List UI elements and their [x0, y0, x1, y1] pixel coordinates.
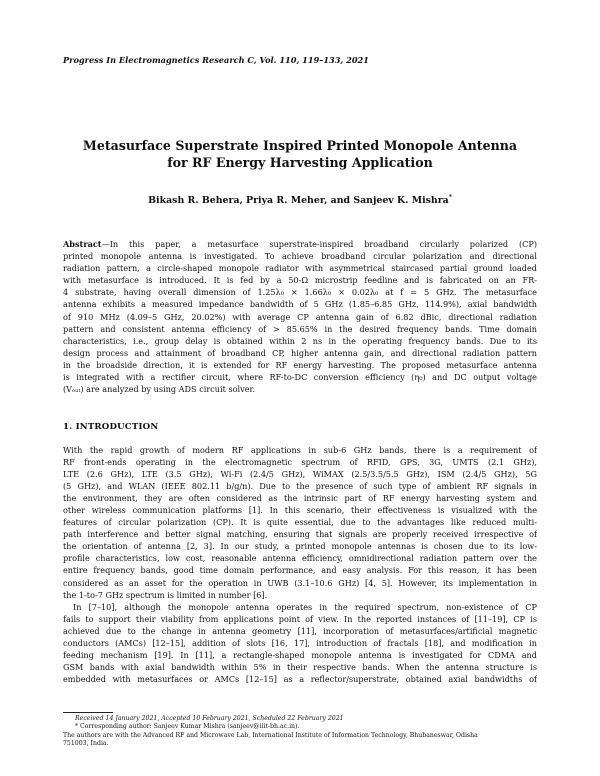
- footnote-affiliation-cont: 751003, India.: [63, 739, 109, 747]
- paper-title: [63, 137, 537, 171]
- abstract-line: characteristics, i.e., group delay is obtained within 2 ns in the operating frequency bands. Due to its: [63, 335, 537, 346]
- abstract-line: (Vₒᵤₜ) are analyzed by using ADS circuit solver.: [63, 384, 256, 395]
- author-list: [63, 195, 537, 206]
- abstract-line: 4 substrate, having overall dimension of 1.25λ₀ × 1.66λ₀ × 0.02λ₀ at f = 5 GHz. The metasurface: [63, 287, 537, 298]
- abstract-line: printed monopole antenna is investigated. To achieve broadband circular polarization and directional: [63, 251, 537, 262]
- body-line: GSM bands with axial bandwidth within 5% in their respective bands. When the antenna structure is: [63, 661, 537, 672]
- footnote-divider: [63, 712, 113, 713]
- abstract-line: pattern and consistent antenna efficiency of > 85.65% in the desired frequency bands. Time domain: [63, 323, 537, 334]
- body-line: fails to support their viability from applications point of view. In the reported instances of [11–19], CP is: [63, 613, 537, 624]
- body-line: the orientation of antenna [2, 3]. In our study, a printed monopole antennas is chosen due to its low-: [63, 541, 537, 552]
- section-heading: 1. INTRODUCTION: [63, 422, 159, 432]
- journal-header: Progress In Electromagnetics Research C, Vol. 110, 119–133, 2021: [63, 55, 369, 65]
- title-line-2: for RF Energy Harvesting Application: [167, 155, 433, 170]
- body-line: considered as an asset for the operation in UWB (3.1–10.6 GHz) [4, 5]. However, its implementation in: [63, 577, 537, 588]
- body-line: the 1-to-7 GHz spectrum is limited in number [6].: [63, 589, 268, 600]
- body-line: feeding mechanism [19]. In [11], a rectangle-shaped monopole antenna is investigated for CDMA and: [63, 649, 537, 660]
- abstract-label: Abstract: [63, 239, 102, 249]
- body-line: In [7–10], although the monopole antenna operates in the required spectrum, non-existence of CP: [73, 601, 537, 612]
- author-names: Bikash R. Behera, Priya R. Meher, and Sanjeev K. Mishra: [148, 195, 449, 206]
- body-line: the environment, they are often considered as the intrinsic part of RF energy harvesting system and: [63, 493, 537, 504]
- abstract-line: is integrated with a rectifier circuit, where RF-to-DC conversion efficiency (η₀) and DC output voltage: [63, 372, 537, 383]
- body-line: (5 GHz), and WLAN (IEEE 802.11 b/g/n). Due to the presence of such type of ambient RF signals in: [63, 481, 537, 492]
- body-line: LTE (2.6 GHz), LTE (3.5 GHz), Wi-Fi (2.4/5 GHz), WiMAX (2.5/3.5/5.5 GHz), ISM (2.4/5 GHz), 5G: [63, 469, 537, 480]
- body-line: features of circular polarization (CP). It is quite essential, due to the advantages like reduced multi-: [63, 517, 537, 528]
- abstract-line: antenna exhibits a measured impedance bandwidth of 5 GHz (1.85–6.85 GHz, 114.9%), axial bandwidth: [63, 299, 537, 310]
- title-line-1: Metasurface Superstrate Inspired Printed Monopole Antenna: [82, 138, 518, 153]
- abstract-line: design process and attainment of broadband CP, higher antenna gain, and directional radiation pattern: [63, 347, 537, 358]
- body-line: other wireless communication platforms [1]. In this scenario, their effectiveness is visualized with the: [63, 505, 537, 516]
- introduction-body: [63, 444, 537, 685]
- footnote-affiliation: The authors are with the Advanced RF and Microwave Lab, International Institute of Information Technology, Bhubaneswar, Odisha: [63, 731, 478, 739]
- body-line: achieved due to the change in antenna geometry [11], incorporation of metasurfaces/artificial magnetic: [63, 625, 537, 636]
- body-line: path interference and better signal matching, ensuring that signals are properly received irrespective of: [63, 529, 537, 540]
- body-line: RF front-ends operating in the electromagnetic spectrum of RFID, GPS, 3G, UMTS (2.1 GHz),: [63, 457, 537, 468]
- corresponding-marker: *: [448, 193, 452, 201]
- body-line: With the rapid growth of modern RF applications in sub-6 GHz bands, there is a requirement of: [63, 445, 537, 455]
- body-line: conductors (AMCs) [12–15], addition of slots [16, 17], introduction of fractals [18], and modification in: [63, 637, 537, 648]
- body-line: profile characteristics, low cost, reasonable antenna efficiency, omnidirectional radiation pattern over the: [63, 553, 537, 564]
- footnote-corresponding-author: * Corresponding author: Sanjeev Kumar Mishra (sanjeev@iiit-bh.ac.in).: [75, 723, 300, 731]
- abstract-line: radiation pattern, a circle-shaped monopole radiator with asymmetrical staircased partial ground loaded: [63, 263, 537, 274]
- footnotes: [63, 715, 537, 748]
- footnote-dates: Received 14 January 2021, Accepted 10 February 2021, Scheduled 22 February 2021: [75, 715, 344, 722]
- abstract-line: Abstract—In this paper, a metasurface superstrate-inspired broadband circularly polarized (CP): [63, 239, 537, 249]
- body-line: embedded with metasurfaces or AMCs [12–15] as a reflector/superstrate, obtained axial bandwidths of: [63, 673, 537, 684]
- abstract-line: with metasurface is introduced. It is fed by a 50-Ω microstrip feedline and is fabricated on an FR-: [63, 275, 537, 286]
- abstract-line: of 910 MHz (4.09–5 GHz, 20.02%) with average CP antenna gain of 6.82 dBic, directional radiation: [63, 311, 537, 322]
- body-line: entire frequency bands, good time domain performance, and easy analysis. For this reason, it has been: [63, 565, 537, 576]
- abstract-line: in the broadside direction, it is extended for RF energy harvesting. The proposed metasurface antenna: [63, 359, 537, 370]
- abstract: [63, 238, 537, 395]
